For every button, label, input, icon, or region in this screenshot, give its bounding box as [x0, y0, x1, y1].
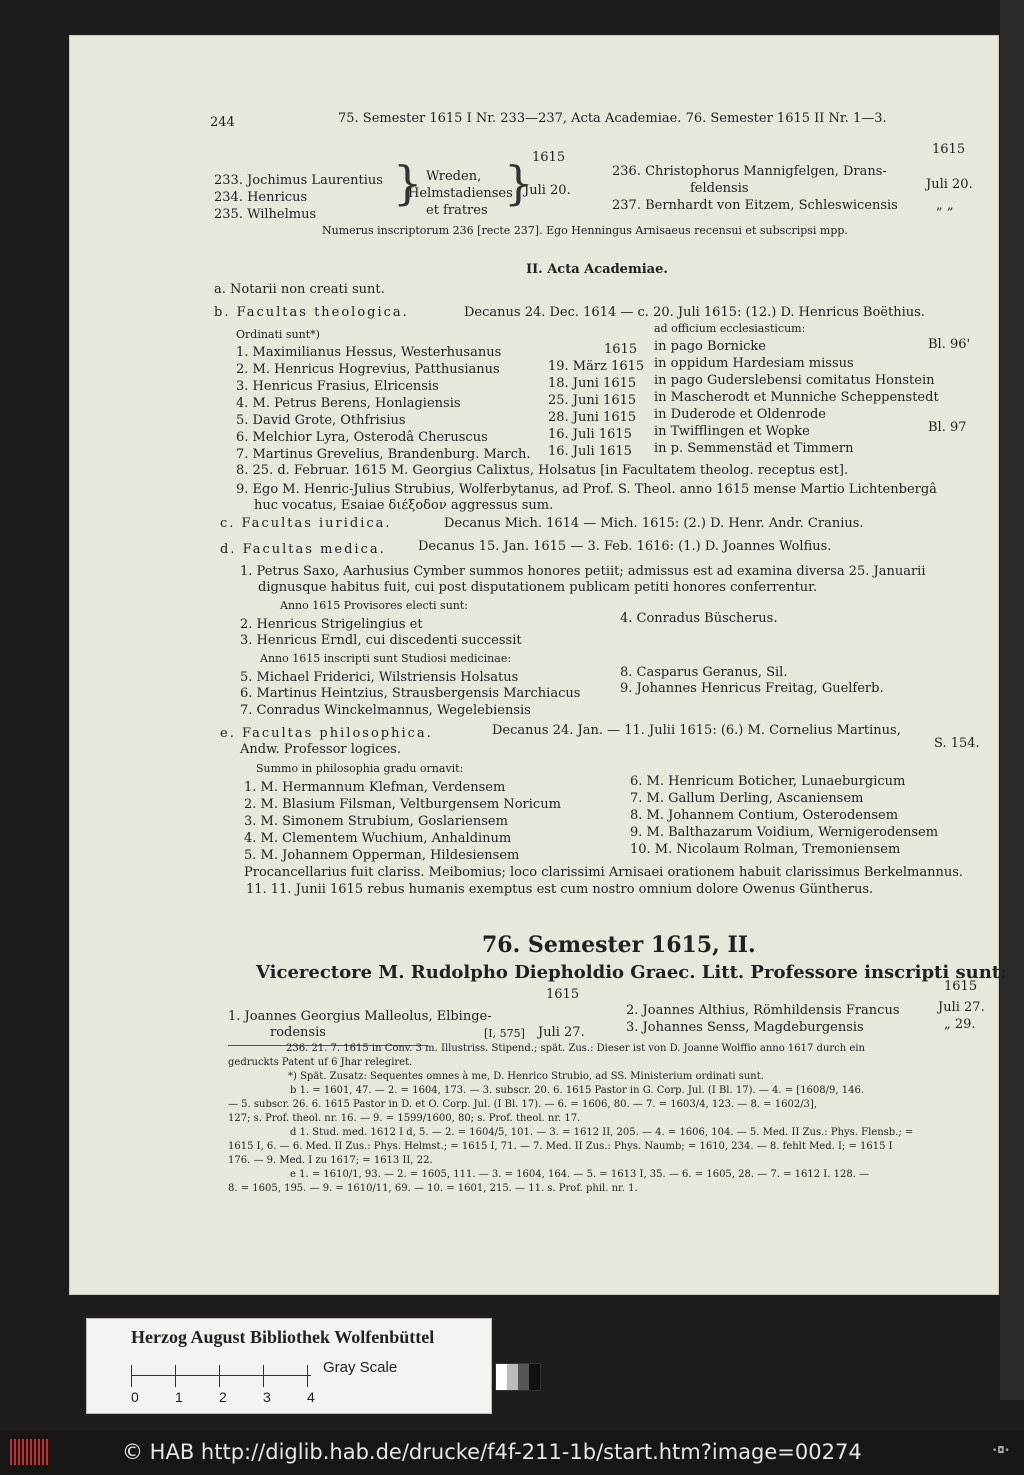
- section-c-rest: Decanus Mich. 1614 — Mich. 1615: (2.) D. Henr. Andr. Cranius.: [444, 516, 864, 531]
- gray-scale-patch: [495, 1363, 541, 1391]
- b-name-3: 3. Henricus Frasius, Elricensis: [236, 379, 439, 394]
- s76-entry-1a: 1. Joannes Georgius Malleolus, Elbinge-: [228, 1009, 492, 1024]
- ad-officium: ad officium ecclesiasticum:: [654, 322, 806, 335]
- group-line-1: Wreden,: [426, 169, 482, 184]
- entry-233: 233. Jochimus Laurentius: [214, 173, 383, 188]
- group-line-3: et fratres: [426, 203, 488, 218]
- entry-236-date: Juli 20.: [926, 177, 973, 192]
- s76-entry-2: 2. Joannes Althius, Römhildensis Francus: [626, 1003, 900, 1018]
- section-b-label: b. Facultas theologica.: [214, 305, 409, 320]
- ruler-tick: [219, 1365, 220, 1387]
- b-place-3: in pago Guderslebensi comitatus Honstein: [654, 373, 935, 388]
- footer-mark: •◘•: [992, 1446, 1010, 1456]
- section-d-rest: Decanus 15. Jan. 1615 — 3. Feb. 1616: (1.) D. Joannes Wolfius.: [418, 539, 832, 554]
- d-item-9: 9. Johannes Henricus Freitag, Guelferb.: [620, 681, 884, 696]
- footnote-236b: gedruckts Patent uf 6 Jhar relegiret.: [228, 1057, 413, 1068]
- scale-number-2: 2: [219, 1389, 227, 1405]
- footnote-b2: — 5. subscr. 26. 6. 1615 Pastor in D. et O. Corp. Jul. (I Bl. 17). — 6. = 1606, 80. — 7. = 1603/4, 123. — 8. = 1602/3],: [228, 1099, 817, 1110]
- group-date: Juli 20.: [524, 183, 571, 198]
- entry-234: 234. Henricus: [214, 190, 308, 205]
- entry-237: 237. Bernhardt von Eitzem, Schleswicensis: [612, 198, 898, 213]
- entry-236a: 236. Christophorus Mannigfelgen, Drans-: [612, 164, 887, 179]
- b-name-6: 6. Melchior Lyra, Osterodâ Cheruscus: [236, 430, 488, 445]
- e-left-1: 1. M. Hermannum Klefman, Verdensem: [244, 780, 506, 795]
- library-label: [86, 1318, 492, 1414]
- b-date-4: 25. Juni 1615: [548, 393, 637, 408]
- ordinati: Ordinati sunt*): [236, 328, 320, 341]
- right-brace: }: [504, 156, 534, 210]
- hab-logo-icon: [10, 1439, 50, 1465]
- entry-237-date: „ „: [936, 198, 954, 213]
- b-date-7: 16. Juli 1615: [548, 444, 632, 459]
- d-item-7: 7. Conradus Winckelmannus, Wegelebiensis: [240, 703, 531, 718]
- year-left: 1615: [532, 150, 566, 165]
- ruler-tick: [131, 1365, 132, 1387]
- e-left-5: 5. M. Johannem Opperman, Hildesiensem: [244, 848, 520, 863]
- b-item-9b: huc vocatus, Esaiae διέξοδον aggressus sum.: [254, 498, 554, 513]
- provisores: Anno 1615 Provisores electi sunt:: [280, 599, 468, 612]
- e-right-7: 7. M. Gallum Derling, Ascaniensem: [630, 791, 864, 806]
- entry-236b: feldensis: [690, 181, 749, 196]
- section-d-label: d. Facultas medica.: [220, 542, 386, 557]
- s76-entry-1b: rodensis: [270, 1025, 326, 1040]
- scale-title: Gray Scale: [323, 1359, 398, 1376]
- page-number: 244: [210, 115, 235, 130]
- s76-entry-2-date: Juli 27.: [938, 1000, 985, 1015]
- d-item-6: 6. Martinus Heintzius, Strausbergensis Marchiacus: [240, 686, 581, 701]
- semester-year-right: 1615: [944, 979, 978, 994]
- b-name-1: 1. Maximilianus Hessus, Westerhusanus: [236, 345, 502, 360]
- section-e-rest2: Andw. Professor logices.: [240, 742, 401, 757]
- procancellarius: Procancellarius fuit clariss. Meibomius; loco clarissimi Arnisaei orationem habuit clarissimus Berkelmannus.: [244, 865, 964, 880]
- footnote-e1: e 1. = 1610/1, 93. — 2. = 1605, 111. — 3. = 1604, 164. — 5. = 1613 I, 35. — 6. = 1605, 28. — 7. = 1612 I. 128. —: [290, 1169, 870, 1180]
- book-spine: [1000, 0, 1024, 1400]
- section-c-label: c. Facultas iuridica.: [220, 516, 392, 531]
- b-name-7: 7. Martinus Grevelius, Brandenburg. March.: [236, 447, 531, 462]
- footnote-star: *) Spät. Zusatz: Sequentes omnes à me, D. Henrico Strubio, ad SS. Ministerium ordinati sunt.: [288, 1071, 764, 1082]
- group-line-2: Helmstadienses: [408, 186, 513, 201]
- e-right-6: 6. M. Henricum Boticher, Lunaeburgicum: [630, 774, 906, 789]
- d-item-3: 3. Henricus Erndl, cui discedenti successit: [240, 633, 522, 648]
- d-item-2: 2. Henricus Strigelingius et: [240, 617, 423, 632]
- scale-number-1: 1: [175, 1389, 183, 1405]
- d-item-1b: dignusque habitus fuit, cui post disputationem publicam petiti honores conferrentur.: [258, 580, 818, 595]
- section-e-label: e. Facultas philosophica.: [220, 726, 433, 741]
- b-item-8: 8. 25. d. Februar. 1615 M. Georgius Calixtus, Holsatus [in Facultatem theolog. receptus est].: [236, 463, 849, 478]
- b-place-5: in Duderode et Oldenrode: [654, 407, 826, 422]
- b-date-5: 28. Juni 1615: [548, 410, 637, 425]
- footnote-e2: 8. = 1605, 195. — 9. = 1610/11, 69. — 10. = 1601, 215. — 11. s. Prof. phil. nr. 1.: [228, 1183, 638, 1194]
- b-year: 1615: [604, 342, 638, 357]
- b-item-9a: 9. Ego M. Henric-Julius Strubius, Wolferbytanus, ad Prof. S. Theol. anno 1615 mense Martio Lichtenbergâ: [236, 482, 937, 497]
- year-right: 1615: [932, 142, 966, 157]
- ruler-line: [131, 1375, 311, 1376]
- library-name: Herzog August Bibliothek Wolfenbüttel: [131, 1327, 435, 1347]
- studiosi: Anno 1615 inscripti sunt Studiosi medicinae:: [260, 652, 512, 665]
- section-a: a. Notarii non creati sunt.: [214, 282, 385, 297]
- scale-number-0: 0: [131, 1389, 139, 1405]
- scale-number-4: 4: [307, 1389, 315, 1405]
- e-item-11: 11. 11. Junii 1615 rebus humanis exemptus est cum nostro omnium dolore Owenus Güntherus.: [246, 882, 874, 897]
- s76-entry-1-ref: [I, 575]: [484, 1027, 525, 1040]
- d-item-8: 8. Casparus Geranus, Sil.: [620, 665, 788, 680]
- section-e-rest: Decanus 24. Jan. — 11. Julii 1615: (6.) M. Cornelius Martinus,: [492, 723, 901, 738]
- d-item-1a: 1. Petrus Saxo, Aarhusius Cymber summos honores petiit; admissus est ad examina diversa 25. Januarii: [240, 564, 926, 579]
- footnote-b1: b 1. = 1601, 47. — 2. = 1604, 173. — 3. subscr. 20. 6. 1615 Pastor in G. Corp. Jul. (I Bl. 17). — 4. = [1608/9, 146.: [290, 1085, 864, 1096]
- b-date-3: 18. Juni 1615: [548, 376, 637, 391]
- b-place-1: in pago Bornicke: [654, 339, 766, 354]
- b-place-7: in p. Semmenstäd et Timmern: [654, 441, 854, 456]
- footnote-b3: 127; s. Prof. theol. nr. 16. — 9. = 1599/1600, 80; s. Prof. theol. nr. 17.: [228, 1113, 581, 1124]
- ruler-tick: [307, 1365, 308, 1387]
- left-brace: }: [393, 156, 423, 210]
- b-date-2: 19. März 1615: [548, 359, 645, 374]
- b-date-6: 16. Juli 1615: [548, 427, 632, 442]
- acta-heading: II. Acta Academiae.: [526, 262, 668, 277]
- footer-bar: [0, 1430, 1024, 1475]
- footnote-236: 236. 21. 7. 1615 in Conv. 3 m. Illustriss. Stipend.; spät. Zus.: Dieser ist von D. Joanne Wolffio anno 1617 durch ein: [286, 1043, 865, 1054]
- footnote-d1: d 1. Stud. med. 1612 I d, 5. — 2. = 1604/5, 101. — 3. = 1612 II, 205. — 4. = 1606, 104. — 5. Med. II Zus.: Phys. Flensb.; =: [290, 1127, 914, 1138]
- running-title: 75. Semester 1615 I Nr. 233—237, Acta Academiae. 76. Semester 1615 II Nr. 1—3.: [338, 111, 887, 126]
- b-name-4: 4. M. Petrus Berens, Honlagiensis: [236, 396, 461, 411]
- e-right-8: 8. M. Johannem Contium, Osterodensem: [630, 808, 899, 823]
- b-name-5: 5. David Grote, Othfrisius: [236, 413, 406, 428]
- ruler-tick: [175, 1365, 176, 1387]
- citation-link[interactable]: © HAB http://diglib.hab.de/drucke/f4f-211-1b/start.htm?image=00274: [122, 1440, 862, 1464]
- scale-number-3: 3: [263, 1389, 271, 1405]
- b-ref-6: Bl. 97: [928, 420, 967, 435]
- d-item-4: 4. Conradus Büscherus.: [620, 611, 778, 626]
- e-right-9: 9. M. Balthazarum Voidium, Wernigerodensem: [630, 825, 939, 840]
- s76-entry-1-date: Juli 27.: [538, 1025, 585, 1040]
- b-place-6: in Twifflingen et Wopke: [654, 424, 810, 439]
- s76-entry-3-date: „ 29.: [944, 1017, 976, 1032]
- b-name-2: 2. M. Henricus Hogrevius, Patthusianus: [236, 362, 500, 377]
- semester-year-left: 1615: [546, 987, 580, 1002]
- semester-title: 76. Semester 1615, II.: [482, 932, 756, 958]
- ruler-tick: [263, 1365, 264, 1387]
- semester-subtitle: Vicerectore M. Rudolpho Diepholdio Graec. Litt. Professore inscripti sunt:: [256, 962, 1007, 983]
- e-left-2: 2. M. Blasium Filsman, Veltburgensem Noricum: [244, 797, 561, 812]
- e-left-4: 4. M. Clementem Wuchium, Anhaldinum: [244, 831, 512, 846]
- entry-235: 235. Wilhelmus: [214, 207, 317, 222]
- b-place-4: in Mascherodt et Munniche Scheppenstedt: [654, 390, 939, 405]
- summo: Summo in philosophia gradu ornavit:: [256, 762, 464, 775]
- footnote-d3: 176. — 9. Med. I zu 1617; = 1613 II, 22.: [228, 1155, 433, 1166]
- footnote-d2: 1615 I, 6. — 6. Med. II Zus.: Phys. Helmst.; = 1615 I, 71. — 7. Med. II Zus.: Phys. Naumb; = 1610, 234. — 8. fehlt Med. I; = 1615 I: [228, 1141, 893, 1152]
- section-b-rest: Decanus 24. Dec. 1614 — c. 20. Juli 1615: (12.) D. Henricus Boëthius.: [464, 305, 925, 320]
- e-right-10: 10. M. Nicolaum Rolman, Tremoniensem: [630, 842, 901, 857]
- e-ref: S. 154.: [934, 736, 980, 751]
- scanned-page: [70, 36, 1007, 1294]
- s76-entry-3: 3. Johannes Senss, Magdeburgensis: [626, 1020, 864, 1035]
- d-item-5: 5. Michael Friderici, Wilstriensis Holsatus: [240, 670, 519, 685]
- numerus-line: Numerus inscriptorum 236 [recte 237]. Ego Henningus Arnisaeus recensui et subscripsi mpp.: [322, 224, 848, 237]
- b-place-2: in oppidum Hardesiam missus: [654, 356, 854, 371]
- b-ref-1: Bl. 96': [928, 337, 971, 352]
- e-left-3: 3. M. Simonem Strubium, Goslariensem: [244, 814, 508, 829]
